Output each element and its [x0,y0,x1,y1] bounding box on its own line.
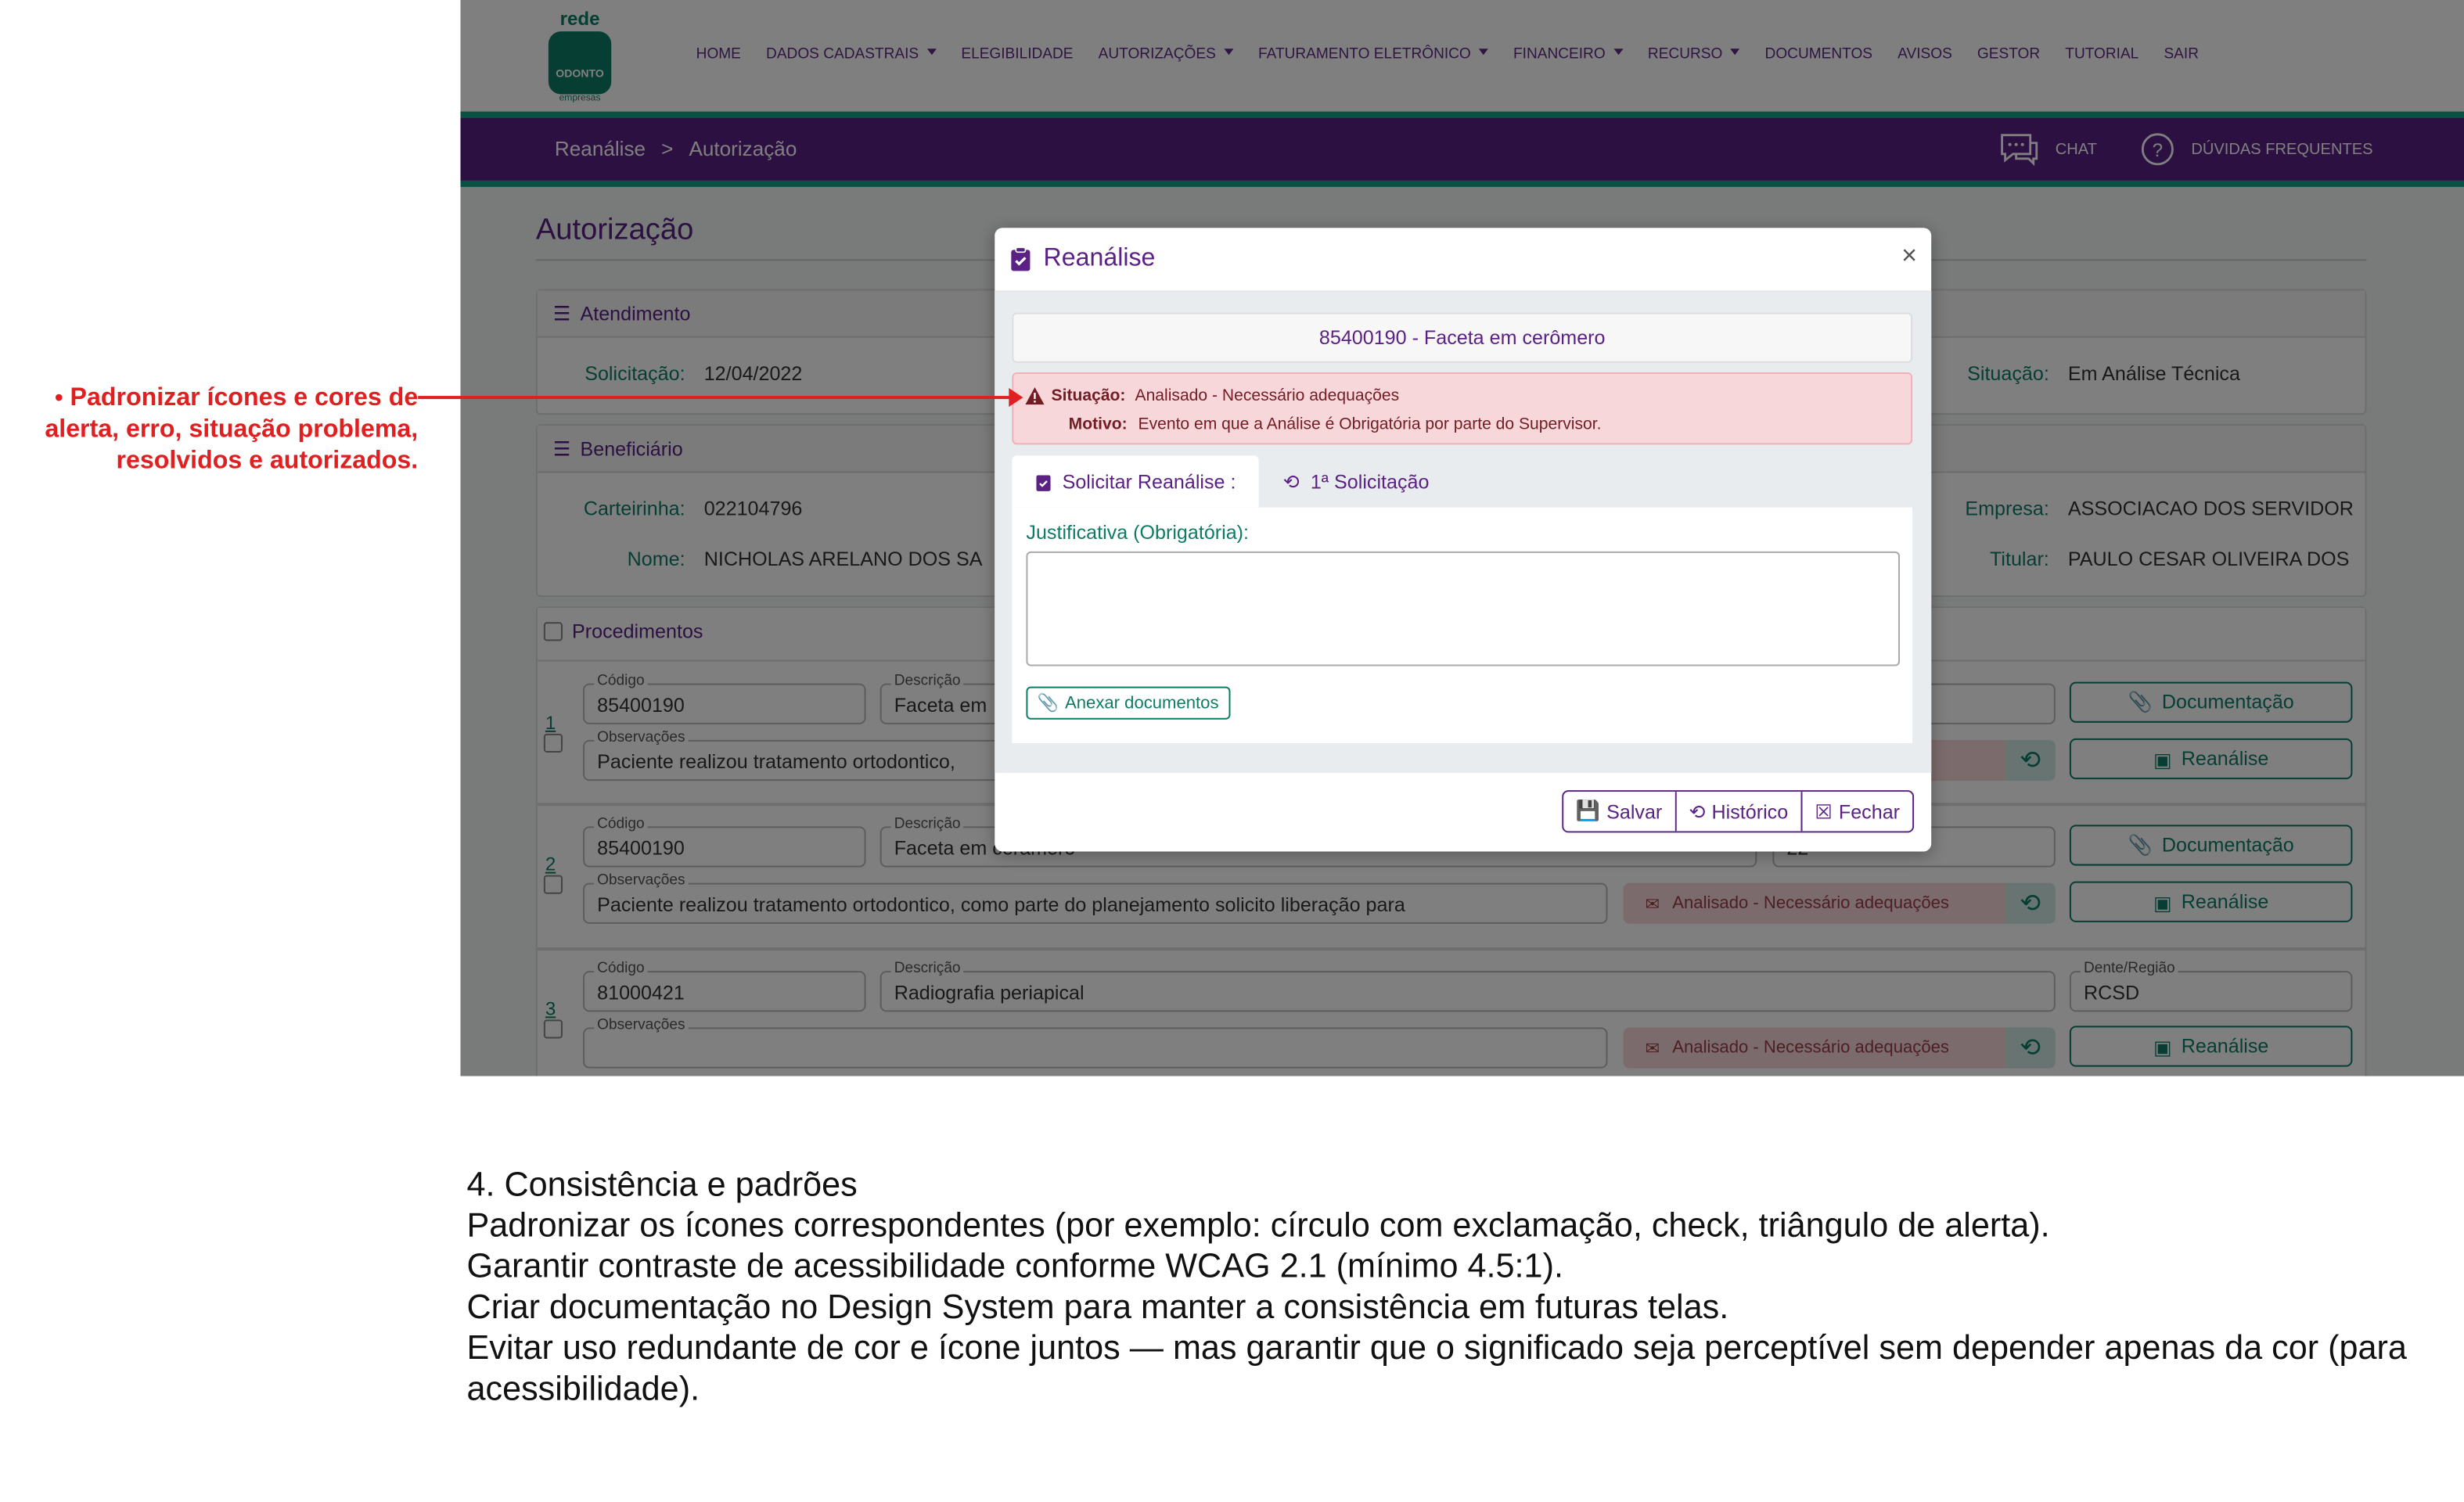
clipboard-check-icon [1010,246,1031,271]
design-notes [466,1164,2430,1409]
alert-motivo-value: Evento em que a Análise é Obrigatória por parte do Supervisor. [1138,415,1602,434]
alert-situacao [1024,386,1399,405]
floppy-disk-icon: 💾 [1575,800,1601,822]
procedure-title: 85400190 - Faceta em cerômero [1012,313,1912,363]
tab-solicitar-reanalise[interactable] [1012,455,1259,507]
salvar-button[interactable] [1563,792,1677,831]
reanalise-modal [995,228,1931,851]
history-icon: ⟲ [1282,471,1300,494]
annotation-callout [16,383,418,477]
anexar-documentos-button[interactable] [1026,687,1229,720]
tab-label: 1ª Solicitação [1310,470,1430,493]
modal-tabs [1012,455,1452,507]
button-label: Fechar [1838,800,1901,823]
justificativa-label: Justificativa (Obrigatória): [1026,521,1250,544]
annotation-text: Padronizar ícones e cores de alerta, erro, situação problema, resolvidos e autorizados. [45,385,419,475]
alert-situacao-value: Analisado - Necessário adequações [1135,386,1400,406]
historico-button[interactable] [1676,792,1802,831]
justificativa-textarea[interactable] [1026,552,1900,667]
close-icon[interactable]: × [1901,240,1918,271]
paperclip-icon: 📎 [1037,694,1059,713]
app-screenshot [460,0,2464,1076]
tab-label: Solicitar Reanálise : [1062,470,1236,493]
modal-footer-buttons [1562,790,1914,832]
clipboard-check-icon [1035,472,1051,490]
close-square-icon: ☒ [1815,801,1833,824]
alert-motivo [1069,415,1602,433]
modal-body [995,293,1931,774]
notes-item: Padronizar os ícones correspondentes (por exemplo: círculo com exclamação, check, triângulo de alerta). [466,1206,2050,1245]
modal-title: Reanálise [1043,245,1156,272]
tab-panel [1012,508,1912,743]
fechar-button[interactable] [1802,792,1912,831]
button-label: Histórico [1711,800,1789,823]
arrowhead [1009,388,1023,407]
notes-item: Evitar uso redundante de cor e ícone juntos — mas garantir que o significado seja perceptível sem depender apenas da cor (para acessibilidade). [466,1329,2407,1408]
annotation-arrow [418,396,1015,399]
tab-primeira-solicitacao[interactable] [1260,455,1453,507]
warning-triangle-icon [1024,386,1045,405]
alert-label: Motivo: [1068,415,1128,434]
alert-box [1012,372,1912,444]
button-label: Salvar [1606,800,1663,823]
history-icon: ⟲ [1689,801,1706,824]
notes-item: Criar documentação no Design System para manter a consistência em futuras telas. [466,1288,1729,1326]
modal-header [995,228,1931,292]
button-label: Anexar documentos [1065,693,1219,713]
notes-heading: 4. Consistência e padrões [466,1166,858,1204]
bullet: • [55,385,63,412]
alert-label: Situação: [1051,386,1126,406]
notes-item: Garantir contraste de acessibilidade conforme WCAG 2.1 (mínimo 4.5:1). [466,1247,1563,1285]
